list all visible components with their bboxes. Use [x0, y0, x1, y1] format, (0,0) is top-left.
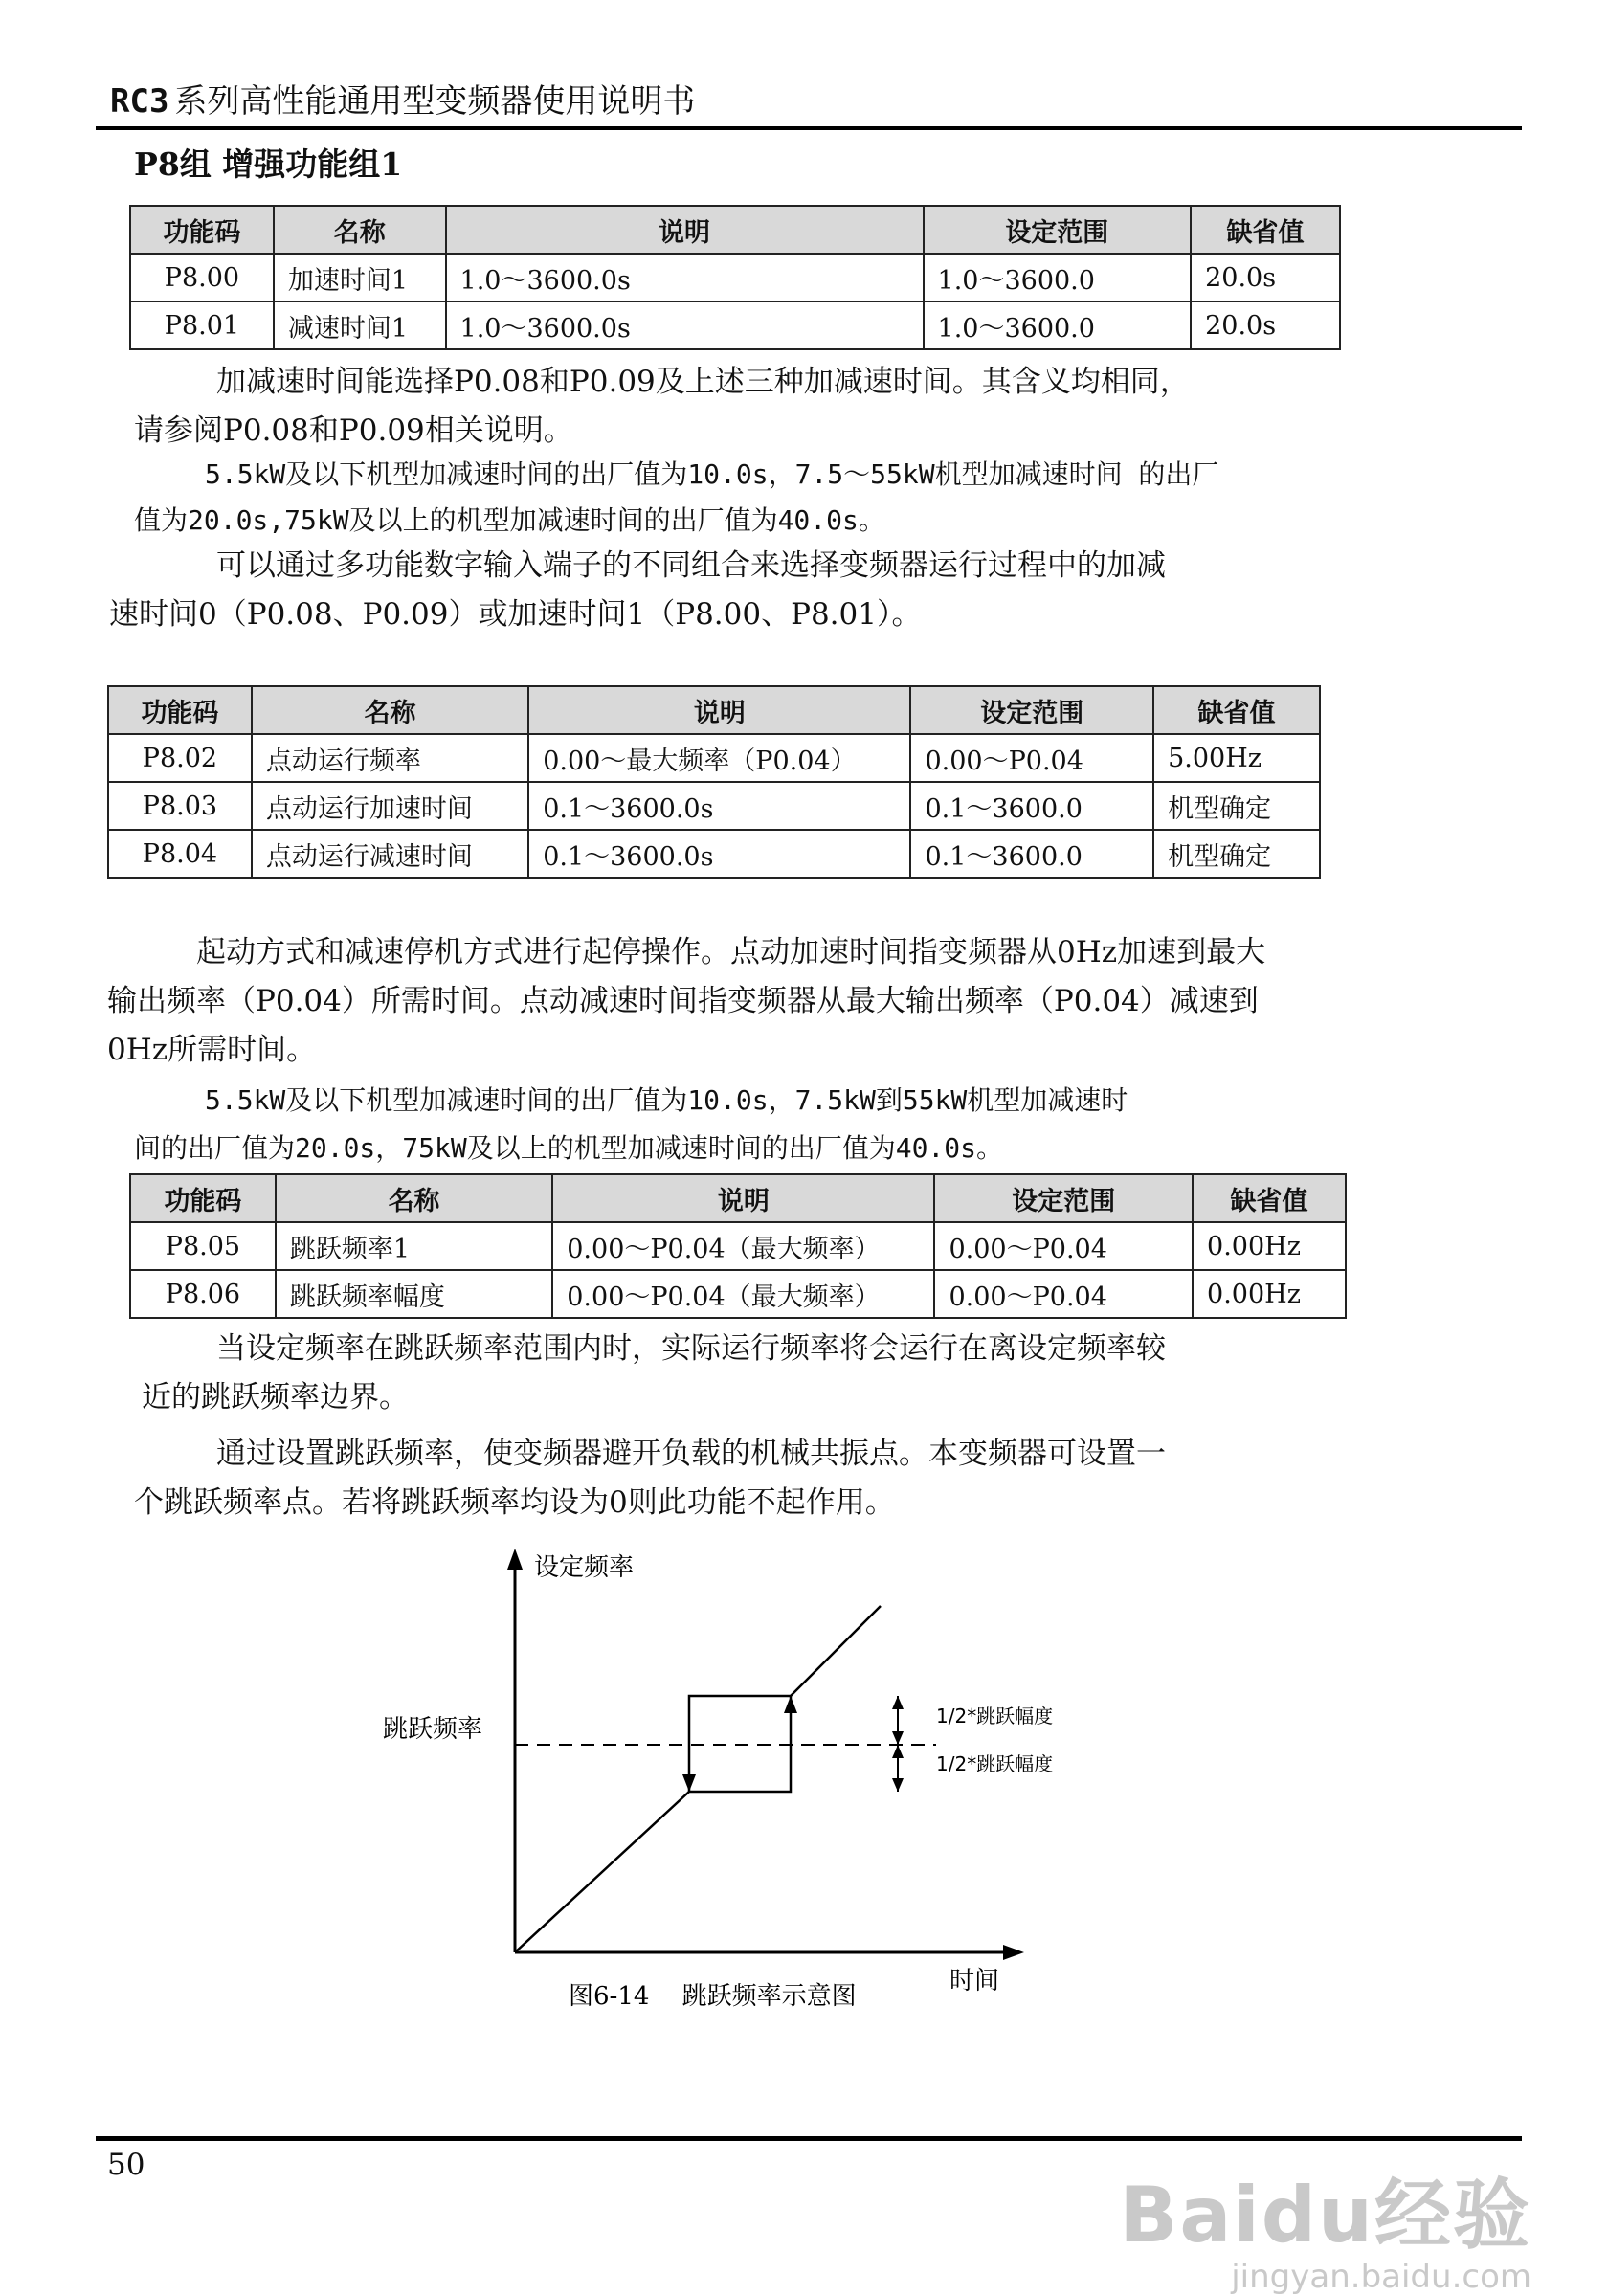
y-axis-arrow-icon	[507, 1549, 523, 1570]
cell-code: P8.05	[130, 1222, 276, 1270]
cell-desc: 0.00～P0.04（最大频率）	[552, 1270, 934, 1318]
col-header-default: 缺省值	[1153, 686, 1320, 734]
header-title: 系列高性能通用型变频器使用说明书	[174, 82, 696, 121]
cell-code: P8.00	[130, 254, 274, 301]
cell-code: P8.03	[108, 782, 252, 830]
paragraph-line: 速时间0（P0.08、P0.09）或加速时间1（P8.00、P8.01）。	[109, 597, 922, 632]
cell-desc: 0.1～3600.0s	[528, 830, 910, 878]
table-row	[130, 1270, 1346, 1318]
amplitude-mid-up-arrow-icon	[892, 1745, 904, 1758]
cell-range: 0.00～P0.04	[934, 1222, 1193, 1270]
table-header-row	[108, 686, 1320, 734]
paragraph-line: 0Hz所需时间。	[107, 1033, 317, 1067]
x-axis-arrow-icon	[1003, 1945, 1024, 1960]
cell-desc: 0.1～3600.0s	[528, 782, 910, 830]
col-header-default: 缺省值	[1191, 206, 1340, 254]
watermark-url: jingyan.baidu.com	[1231, 2258, 1531, 2296]
cell-default: 0.00Hz	[1193, 1270, 1346, 1318]
col-header-range: 设定范围	[934, 1174, 1193, 1222]
paragraph-line: 个跳跃频率点。若将跳跃频率均设为0则此功能不起作用。	[134, 1485, 895, 1520]
header-rule	[96, 126, 1522, 130]
table-header-row	[130, 206, 1340, 254]
paragraph-line: 起动方式和减速停机方式进行起停操作。点动加速时间指变频器从0Hz加速到最大	[196, 935, 1266, 970]
cell-desc: 0.00～最大频率（P0.04）	[528, 734, 910, 782]
cell-code: P8.02	[108, 734, 252, 782]
paragraph-line: 间的出厂值为20.0s，75kW及以上的机型加减速时间的出厂值为40.0s。	[134, 1132, 1004, 1164]
x-axis-label: 时间	[949, 1967, 1000, 1995]
col-header-range: 设定范围	[924, 206, 1192, 254]
cell-default: 机型确定	[1153, 830, 1320, 878]
cell-default: 机型确定	[1153, 782, 1320, 830]
frequency-curve-lower	[515, 1792, 689, 1952]
jump-frequency-diagram	[364, 1541, 1091, 2048]
table-row	[108, 782, 1320, 830]
cell-default: 5.00Hz	[1153, 734, 1320, 782]
paragraph-line: 5.5kW及以下机型加减速时间的出厂值为10.0s，7.5～55kW机型加减速时间 的出厂	[205, 458, 1219, 490]
cell-code: P8.04	[108, 830, 252, 878]
table-row	[130, 1222, 1346, 1270]
frequency-curve-upper	[791, 1606, 881, 1696]
cell-name: 减速时间1	[274, 301, 446, 349]
paragraph-line: 值为20.0s,75kW及以上的机型加减速时间的出厂值为40.0s。	[134, 504, 885, 536]
col-header-desc: 说明	[446, 206, 924, 254]
col-header-range: 设定范围	[910, 686, 1153, 734]
cell-range: 1.0～3600.0	[924, 254, 1192, 301]
cell-range: 0.1～3600.0	[910, 830, 1153, 878]
cell-default: 20.0s	[1191, 301, 1340, 349]
cell-desc: 1.0～3600.0s	[446, 254, 924, 301]
paragraph-line: 请参阅P0.08和P0.09相关说明。	[134, 413, 573, 448]
amplitude-mid-down-arrow-icon	[892, 1731, 904, 1745]
cell-name: 点动运行加速时间	[252, 782, 528, 830]
cell-desc: 0.00～P0.04（最大频率）	[552, 1222, 934, 1270]
section-title: P8组 增强功能组1	[134, 145, 403, 183]
col-header-code: 功能码	[108, 686, 252, 734]
table-header-row	[130, 1174, 1346, 1222]
paragraph-line: 5.5kW及以下机型加减速时间的出厂值为10.0s，7.5kW到55kW机型加减速时	[205, 1084, 1128, 1116]
cell-default: 0.00Hz	[1193, 1222, 1346, 1270]
header-model: RC3	[110, 82, 169, 121]
cell-name: 点动运行频率	[252, 734, 528, 782]
cell-range: 1.0～3600.0	[924, 301, 1192, 349]
amplitude-up-arrow-icon	[892, 1696, 904, 1709]
half-amplitude-label-upper: 1/2*跳跃幅度	[936, 1705, 1054, 1728]
params-table-accel	[129, 205, 1341, 350]
table-row	[108, 734, 1320, 782]
watermark-logo: Baidu经验	[1119, 2171, 1531, 2260]
y-axis-label: 设定频率	[534, 1553, 635, 1582]
paragraph-line: 近的跳跃频率边界。	[142, 1380, 409, 1415]
cell-name: 点动运行减速时间	[252, 830, 528, 878]
up-arrow-icon	[784, 1696, 797, 1713]
col-header-code: 功能码	[130, 1174, 276, 1222]
figure-caption: 图6-14 跳跃频率示意图	[569, 1982, 857, 2011]
half-amplitude-label-lower: 1/2*跳跃幅度	[936, 1752, 1054, 1775]
watermark	[1119, 2153, 1531, 2296]
params-table-jog	[107, 685, 1321, 879]
table-row	[130, 254, 1340, 301]
footer-rule	[96, 2136, 1522, 2141]
paragraph-line: 通过设置跳跃频率，使变频器避开负载的机械共振点。本变频器可设置一	[216, 1437, 1166, 1471]
col-header-code: 功能码	[130, 206, 274, 254]
paragraph-line: 当设定频率在跳跃频率范围内时，实际运行频率将会运行在离设定频率较	[216, 1331, 1166, 1366]
paragraph-line: 可以通过多功能数字输入端子的不同组合来选择变频器运行过程中的加减	[216, 548, 1166, 583]
paragraph-line: 输出频率（P0.04）所需时间。点动减速时间指变频器从最大输出频率（P0.04）减速到	[107, 984, 1259, 1018]
cell-name: 跳跃频率幅度	[276, 1270, 552, 1318]
col-header-name: 名称	[274, 206, 446, 254]
col-header-name: 名称	[252, 686, 528, 734]
params-table-jump	[129, 1173, 1347, 1319]
col-header-default: 缺省值	[1193, 1174, 1346, 1222]
down-arrow-icon	[682, 1774, 696, 1792]
cell-name: 加速时间1	[274, 254, 446, 301]
amplitude-down-arrow-icon	[892, 1778, 904, 1792]
cell-desc: 1.0～3600.0s	[446, 301, 924, 349]
cell-code: P8.06	[130, 1270, 276, 1318]
col-header-desc: 说明	[528, 686, 910, 734]
col-header-desc: 说明	[552, 1174, 934, 1222]
cell-range: 0.00～P0.04	[934, 1270, 1193, 1318]
col-header-name: 名称	[276, 1174, 552, 1222]
cell-name: 跳跃频率1	[276, 1222, 552, 1270]
jump-frequency-label: 跳跃频率	[383, 1715, 483, 1744]
cell-code: P8.01	[130, 301, 274, 349]
cell-range: 0.1～3600.0	[910, 782, 1153, 830]
cell-range: 0.00～P0.04	[910, 734, 1153, 782]
cell-default: 20.0s	[1191, 254, 1340, 301]
page-header	[110, 75, 695, 122]
page-number: 50	[107, 2148, 145, 2182]
table-row	[108, 830, 1320, 878]
table-row	[130, 301, 1340, 349]
paragraph-line: 加减速时间能选择P0.08和P0.09及上述三种加减速时间。其含义均相同，	[216, 365, 1190, 399]
